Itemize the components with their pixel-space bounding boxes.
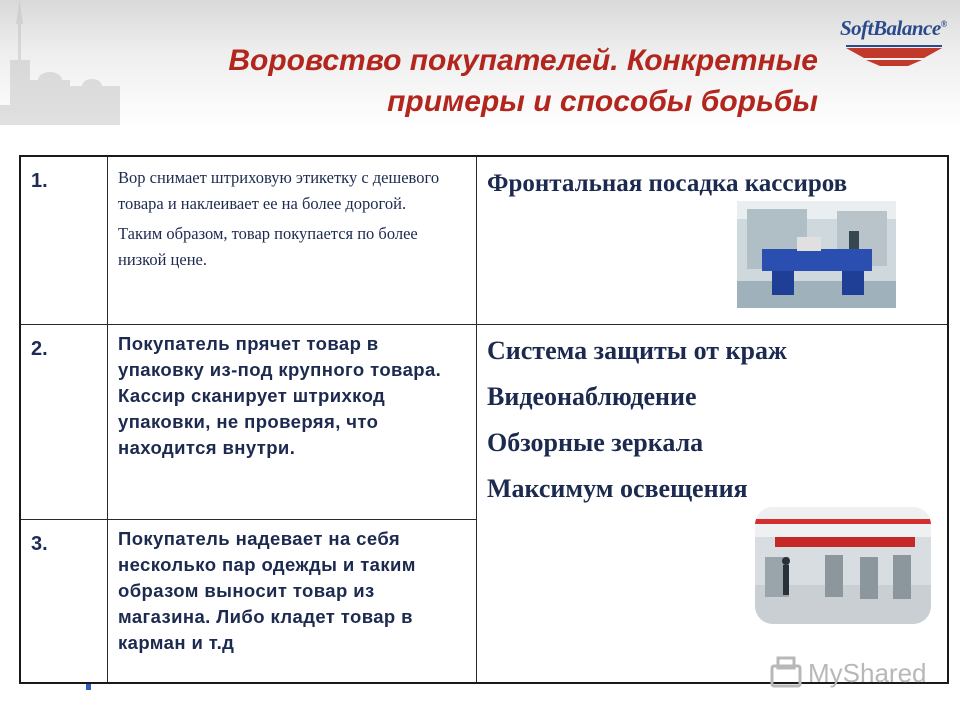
description-paragraph: Таким образом, товар покупается по более низкой цене. <box>118 224 418 269</box>
description-text: Покупатель прячет товар в упаковку из-под крупного товара. Кассир сканирует штрихкод упаковки, не проверяя, что находится внутри. <box>118 332 442 458</box>
softbalance-logo <box>838 10 948 70</box>
watermark-text: MyShared <box>808 658 927 688</box>
row-number: 3. <box>20 519 108 683</box>
solution-item: Видеонаблюдение <box>487 381 697 411</box>
solution-item: Система защиты от краж <box>487 335 787 365</box>
logo-mark-icon <box>846 44 942 68</box>
table-row <box>20 324 948 519</box>
logo-registered-mark: ® <box>940 19 947 29</box>
row-description <box>108 324 477 519</box>
checkout-counter-image <box>737 201 896 308</box>
description-paragraph: Вор снимает штриховую этикетку с дешевого товара и наклеивает ее на более дорогой. <box>118 168 440 213</box>
store-checkout-image <box>755 507 931 624</box>
myshared-watermark <box>768 656 928 692</box>
row-description <box>108 519 477 683</box>
row-number: 1. <box>20 156 108 324</box>
solution-item: Максимум освещения <box>487 473 748 503</box>
solution-front-seating: Фронтальная посадка кассиров <box>487 170 848 197</box>
row-number: 2. <box>20 324 108 519</box>
bullet-marker <box>86 684 91 690</box>
logo-text: SoftBalance <box>840 16 941 40</box>
title-line-2: примеры и способы борьбы <box>387 85 818 118</box>
solution-list <box>477 325 947 519</box>
description-text: Покупатель надевает на себя несколько пар одежды и таким образом выносит товар из магазина. Либо кладет товар в карман и т.д <box>118 527 416 653</box>
city-skyline-image <box>0 0 120 125</box>
row-description <box>108 156 477 324</box>
page-title <box>118 40 818 122</box>
solution-cell <box>477 324 949 683</box>
title-line-1: Воровство покупателей. Конкретные <box>228 44 818 77</box>
watermark-icon <box>768 656 804 690</box>
solution-item: Обзорные зеркала <box>487 427 704 457</box>
